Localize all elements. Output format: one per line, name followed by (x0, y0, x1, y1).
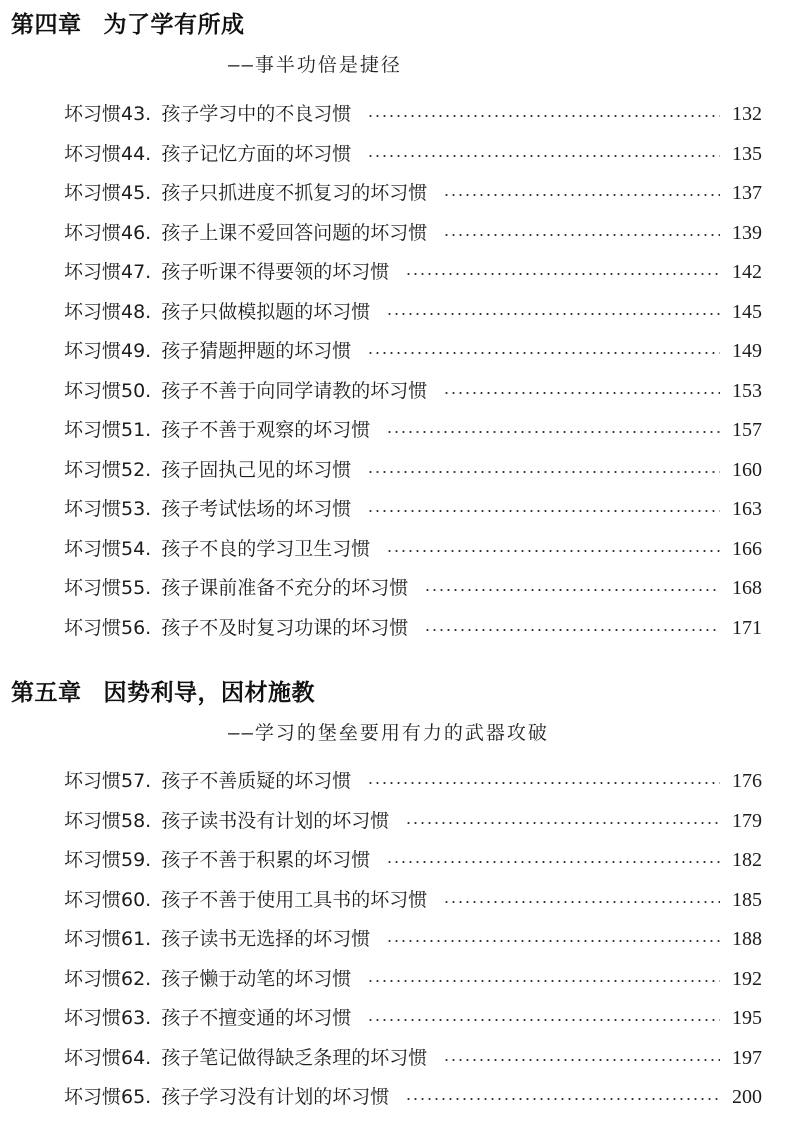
dot-leader (367, 155, 720, 157)
entry-title: 孩子不善于使用工具书的坏习惯 (161, 888, 428, 911)
habit-number: 坏习惯45. (64, 182, 152, 204)
entry-title: 孩子学习中的不良习惯 (161, 103, 352, 125)
toc-entry[interactable] (64, 1043, 762, 1073)
entry-title: 孩子不善于观察的坏习惯 (161, 419, 371, 441)
habit-number: 坏习惯58. (64, 809, 152, 832)
page-number: 185 (732, 888, 762, 911)
page-number: 142 (732, 261, 762, 283)
dot-leader (367, 352, 720, 354)
chapter-name: 因势利导，因材施教 (103, 680, 315, 706)
habit-number: 坏习惯63. (64, 1007, 152, 1029)
dot-leader (367, 471, 720, 473)
dot-leader (386, 313, 720, 315)
page-number: 192 (732, 967, 762, 990)
toc-entry[interactable] (64, 1003, 762, 1033)
page-number: 160 (732, 458, 762, 481)
page-number: 166 (732, 537, 762, 560)
toc-entry[interactable] (64, 218, 762, 248)
habit-number: 坏习惯53. (64, 498, 152, 520)
entry-title: 孩子考试怯场的坏习惯 (161, 498, 352, 520)
page-number: 179 (732, 809, 762, 832)
toc-entry[interactable] (64, 534, 762, 564)
toc-entry[interactable] (64, 139, 762, 169)
chapter-subtitle: ——事半功倍是捷径 (228, 54, 402, 76)
habit-number: 坏习惯62. (64, 967, 152, 990)
entry-title: 孩子学习没有计划的坏习惯 (161, 1086, 390, 1108)
dot-leader (443, 901, 720, 903)
page-number: 168 (732, 577, 762, 599)
habit-number: 坏习惯54. (64, 537, 152, 560)
habit-number: 坏习惯65. (64, 1086, 152, 1108)
entry-title: 孩子不良的学习卫生习惯 (161, 537, 371, 560)
entry-title: 孩子不善于积累的坏习惯 (161, 849, 371, 871)
toc-entry[interactable] (64, 376, 762, 406)
dot-leader (386, 550, 720, 552)
chapter-subtitle: ——学习的堡垒要用有力的武器攻破 (228, 722, 549, 744)
toc-entry[interactable] (64, 924, 762, 954)
dot-leader (443, 1059, 720, 1061)
entry-title: 孩子上课不爱回答问题的坏习惯 (161, 221, 428, 244)
dot-leader (386, 431, 720, 433)
dot-leader (443, 194, 720, 196)
toc-entry[interactable] (64, 1082, 762, 1112)
entry-title: 孩子不善于向同学请教的坏习惯 (161, 379, 428, 402)
page-number: 149 (732, 340, 762, 362)
page-number: 145 (732, 300, 762, 323)
habit-number: 坏习惯56. (64, 616, 152, 639)
habit-number: 坏习惯61. (64, 928, 152, 950)
page-number: 176 (732, 770, 762, 792)
entry-title: 孩子猜题押题的坏习惯 (161, 340, 352, 362)
toc-entry[interactable] (64, 455, 762, 485)
chapter-number: 第四章 (11, 12, 82, 38)
habit-number: 坏习惯50. (64, 379, 152, 402)
entry-title: 孩子不善质疑的坏习惯 (161, 770, 352, 792)
page-number: 132 (732, 103, 762, 125)
dot-leader (367, 510, 720, 512)
habit-number: 坏习惯57. (64, 770, 152, 792)
page-number: 163 (732, 498, 762, 520)
page-number: 188 (732, 928, 762, 950)
page-number: 197 (732, 1046, 762, 1069)
dot-leader (367, 980, 720, 982)
toc-entry[interactable] (64, 806, 762, 836)
page-number: 139 (732, 221, 762, 244)
toc-entry[interactable] (64, 885, 762, 915)
toc-entry[interactable] (64, 257, 762, 287)
entry-title: 孩子只做模拟题的坏习惯 (161, 300, 371, 323)
entry-title: 孩子笔记做得缺乏条理的坏习惯 (161, 1046, 428, 1069)
entry-title: 孩子听课不得要领的坏习惯 (161, 261, 390, 283)
page-number: 135 (732, 142, 762, 165)
entry-title: 孩子固执己见的坏习惯 (161, 458, 352, 481)
toc-entry[interactable] (64, 178, 762, 208)
entry-title: 孩子记忆方面的坏习惯 (161, 142, 352, 165)
page-number: 153 (732, 379, 762, 402)
habit-number: 坏习惯46. (64, 221, 152, 244)
chapter-title (11, 6, 245, 39)
chapter-title (11, 674, 315, 707)
habit-number: 坏习惯52. (64, 458, 152, 481)
habit-number: 坏习惯43. (64, 103, 152, 125)
entry-title: 孩子懒于动笔的坏习惯 (161, 967, 352, 990)
dot-leader (386, 861, 720, 863)
dot-leader (405, 273, 720, 275)
entry-title: 孩子只抓进度不抓复习的坏习惯 (161, 182, 428, 204)
page-number: 200 (732, 1086, 762, 1108)
entry-title: 孩子读书无选择的坏习惯 (161, 928, 371, 950)
toc-entry[interactable] (64, 99, 762, 129)
dot-leader (424, 629, 720, 631)
habit-number: 坏习惯60. (64, 888, 152, 911)
entry-title: 孩子读书没有计划的坏习惯 (161, 809, 390, 832)
toc-entry[interactable] (64, 613, 762, 643)
dot-leader (443, 234, 720, 236)
dot-leader (405, 1098, 720, 1100)
page-number: 195 (732, 1007, 762, 1029)
habit-number: 坏习惯51. (64, 419, 152, 441)
toc-entry[interactable] (64, 415, 762, 445)
dot-leader (424, 589, 720, 591)
habit-number: 坏习惯55. (64, 577, 152, 599)
chapter-number: 第五章 (11, 680, 82, 706)
habit-number: 坏习惯59. (64, 849, 152, 871)
habit-number: 坏习惯49. (64, 340, 152, 362)
toc-entry[interactable] (64, 964, 762, 994)
page-number: 137 (732, 182, 762, 204)
habit-number: 坏习惯47. (64, 261, 152, 283)
habit-number: 坏习惯64. (64, 1046, 152, 1069)
entry-title: 孩子课前准备不充分的坏习惯 (161, 577, 409, 599)
habit-number: 坏习惯48. (64, 300, 152, 323)
page-number: 157 (732, 419, 762, 441)
dot-leader (386, 940, 720, 942)
habit-number: 坏习惯44. (64, 142, 152, 165)
dot-leader (443, 392, 720, 394)
entry-title: 孩子不擅变通的坏习惯 (161, 1007, 352, 1029)
toc-entry[interactable] (64, 336, 762, 366)
toc-entry[interactable] (64, 494, 762, 524)
toc-entry[interactable] (64, 845, 762, 875)
page-number: 171 (732, 616, 762, 639)
dot-leader (367, 1019, 720, 1021)
toc-entry[interactable] (64, 297, 762, 327)
chapter-name: 为了学有所成 (103, 12, 245, 38)
page-number: 182 (732, 849, 762, 871)
entry-title: 孩子不及时复习功课的坏习惯 (161, 616, 409, 639)
toc-entry[interactable] (64, 573, 762, 603)
dot-leader (367, 782, 720, 784)
dot-leader (405, 822, 720, 824)
toc-entry[interactable] (64, 766, 762, 796)
dot-leader (367, 115, 720, 117)
